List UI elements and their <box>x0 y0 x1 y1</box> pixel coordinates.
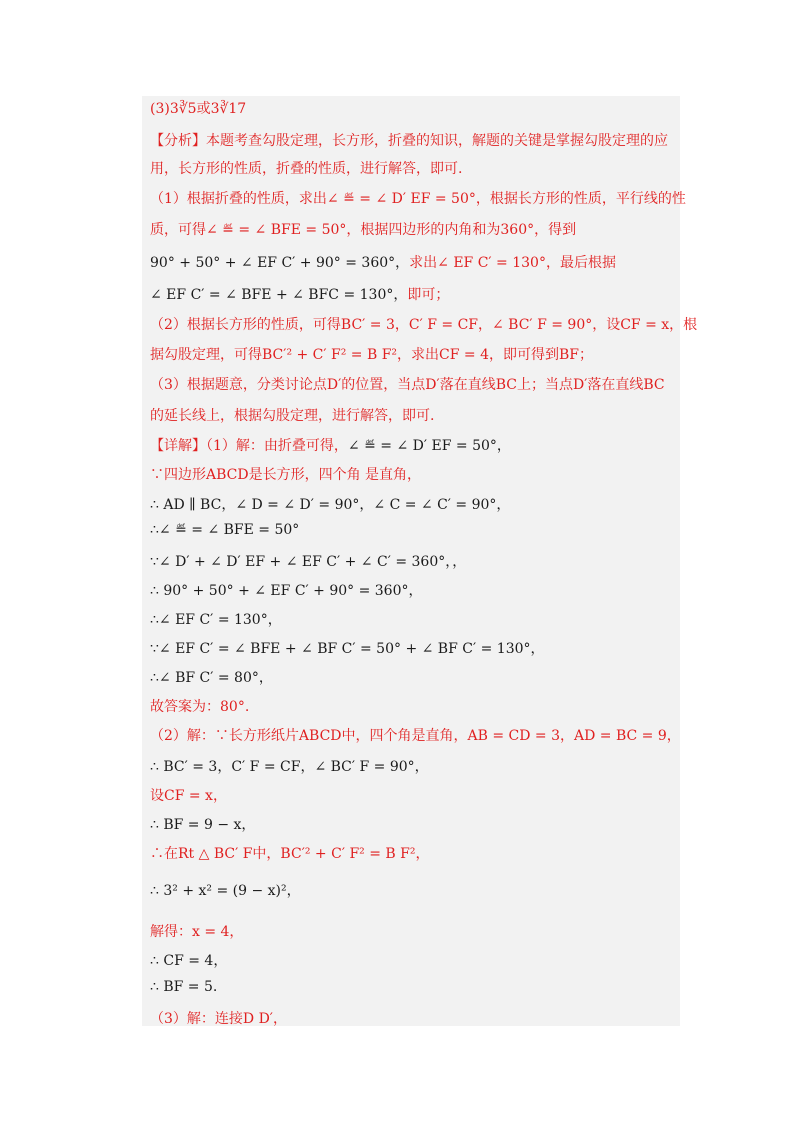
text-segment: ∴在Rt △ BC′ F中，BC′² + C′ F² = B F²， <box>150 846 430 862</box>
text-segment: 设CF = x， <box>150 788 227 804</box>
detail-line <box>150 725 681 745</box>
text-segment: 【详解】（1）解：由折叠可得， <box>150 438 348 454</box>
text-segment: 据勾股定理，可得BC′² + C′ F² = B F²，求出CF = 4，即可得到BF； <box>150 347 594 363</box>
analysis-line <box>150 374 665 394</box>
analysis-line <box>150 344 593 364</box>
text-segment: ∴ BF = 5. <box>150 979 218 995</box>
analysis-line <box>150 130 668 150</box>
analysis-line <box>150 252 616 272</box>
detail-line <box>150 667 273 687</box>
text-segment: ∠ EF C′ = ∠ BFE + ∠ BFC = 130°， <box>150 287 408 303</box>
text-segment: （3）根据题意，分类讨论点D′的位置，当点D′落在直线BC上；当点D′落在直线BC <box>150 377 665 393</box>
text-segment: ∴ AD ∥ BC，∠ D = ∠ D′ = 90°，∠ C = ∠ C′ = 90°， <box>150 497 511 513</box>
detail-line <box>150 435 511 455</box>
analysis-line <box>150 314 697 334</box>
text-segment: ∵∠ EF C′ = ∠ BFE + ∠ BF C′ = 50° + ∠ BF C′ = 130°， <box>150 641 545 657</box>
detail-line <box>150 785 227 805</box>
text-segment: 【分析】本题考查勾股定理，长方形，折叠的知识，解题的关键是掌握勾股定理的应 <box>150 133 668 149</box>
detail-line <box>150 522 299 538</box>
detail-line <box>150 979 217 995</box>
text-segment: (3)3∛5或3∛17 <box>150 101 247 117</box>
text-segment: ∴ BC′ = 3，C′ F = CF，∠ BC′ F = 90°， <box>150 759 429 775</box>
text-segment: 质，可得∠ ≝ = ∠ BFE = 50°，根据四边形的内角和为360°，得到 <box>150 222 577 238</box>
text-segment: 即可； <box>407 287 450 303</box>
text-segment: ∴ CF = 4， <box>150 953 228 969</box>
detail-line <box>150 950 227 970</box>
text-segment: 解得：x = 4， <box>150 924 244 940</box>
text-segment: ∴ 3² + x² = (9 − x)²， <box>150 883 301 899</box>
text-segment: ∠ ≝ = ∠ D′ EF = 50°， <box>347 438 511 454</box>
text-segment: 的延长线上，根据勾股定理，进行解答，即可. <box>150 408 435 424</box>
analysis-line <box>150 188 686 208</box>
detail-line <box>150 756 429 776</box>
detail-line <box>150 696 249 716</box>
text-segment: 用，长方形的性质，折叠的性质，进行解答，即可. <box>150 161 463 177</box>
text-segment: （3）解：连接D D′， <box>150 1011 287 1027</box>
detail-line <box>150 814 255 834</box>
analysis-line <box>150 405 434 425</box>
text-segment: 求出∠ EF C′ = 130°，最后根据 <box>409 255 616 271</box>
text-segment: ∴∠ ≝ = ∠ BFE = 50° <box>150 522 300 538</box>
text-segment: ∵∠ D′ + ∠ D′ EF + ∠ EF C′ + ∠ C′ = 360°，， <box>150 554 467 570</box>
text-segment: 90° + 50° + ∠ EF C′ + 90° = 360°， <box>150 255 410 271</box>
text-segment: ∴ BF = 9 − x， <box>150 817 256 833</box>
detail-line <box>150 551 466 571</box>
analysis-line <box>150 219 576 239</box>
answer-line <box>150 98 246 118</box>
text-segment: 故答案为：80°. <box>150 699 250 715</box>
detail-line <box>150 464 421 484</box>
text-segment: ∵四边形ABCD是长方形，四个角 是直角， <box>150 467 422 483</box>
text-segment: ∴∠ EF C′ = 130°， <box>150 612 282 628</box>
text-segment: ∴ 90° + 50° + ∠ EF C′ + 90° = 360°， <box>150 583 423 599</box>
detail-line <box>150 880 301 900</box>
detail-line <box>150 843 429 863</box>
analysis-line <box>150 284 449 304</box>
text-segment: （2）根据长方形的性质，可得BC′ = 3，C′ F = CF，∠ BC′ F = 90°，设CF = x，根 <box>150 317 698 333</box>
detail-line <box>150 1008 287 1028</box>
analysis-line <box>150 158 462 178</box>
detail-line <box>150 580 423 600</box>
text-segment: （1）根据折叠的性质，求出∠ ≝ = ∠ D′ EF = 50°，根据长方形的性质，平行线的性 <box>150 191 686 207</box>
detail-line <box>150 638 545 658</box>
detail-line <box>150 494 510 514</box>
text-segment: ∴∠ BF C′ = 80°， <box>150 670 273 686</box>
detail-line <box>150 609 282 629</box>
text-segment: （2）解：∵长方形纸片ABCD中，四个角是直角，AB = CD = 3，AD = BC = 9， <box>150 728 681 744</box>
detail-line <box>150 921 243 941</box>
